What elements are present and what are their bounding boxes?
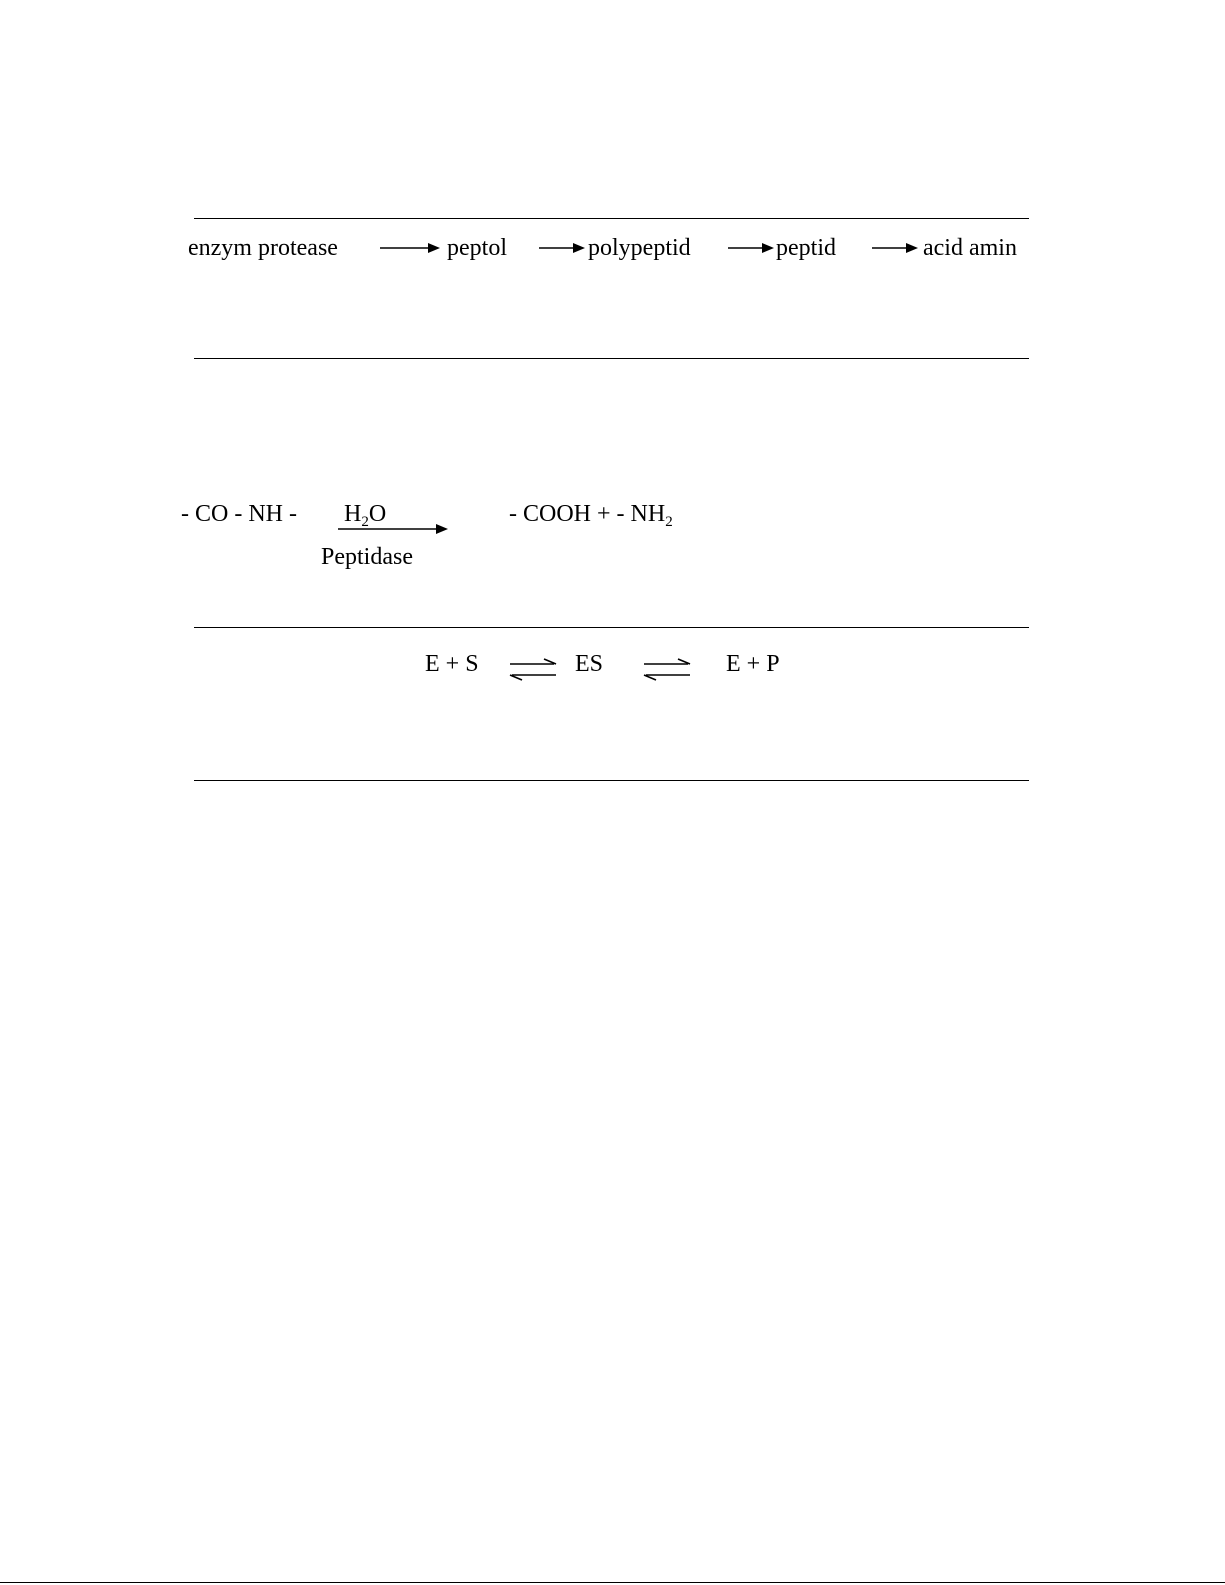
top-rule-2 [194,627,1029,628]
step-polypeptid: polypeptid [588,235,691,261]
step-acid-amin: acid amin [923,235,1017,261]
reactant-peptide-bond: - CO - NH - [181,501,297,527]
arrow-icon [728,241,776,255]
equilibrium-arrows-icon [508,656,558,682]
step-peptol: peptol [447,235,507,261]
page-bottom-border [0,1582,1225,1583]
arrow-icon [539,241,587,255]
arrow-icon [380,241,442,255]
enzyme-plus-product: E + P [726,651,780,677]
products: - COOH + - $NH_2$ [509,501,673,530]
top-rule-1 [194,218,1029,219]
arrow-icon [338,522,450,536]
arrow-icon [872,241,920,255]
step-enzym-protease: enzym protease [188,235,338,261]
reagent-water: $H_2O$ [344,501,387,530]
step-peptid: peptid [776,235,836,261]
enzyme-substrate-complex: ES [575,651,604,677]
bottom-rule-1 [194,358,1029,359]
catalyst-peptidase: Peptidase [321,544,413,570]
equilibrium-arrows-icon [642,656,692,682]
bottom-rule-2 [194,780,1029,781]
enzyme-plus-substrate: E + S [425,651,479,677]
